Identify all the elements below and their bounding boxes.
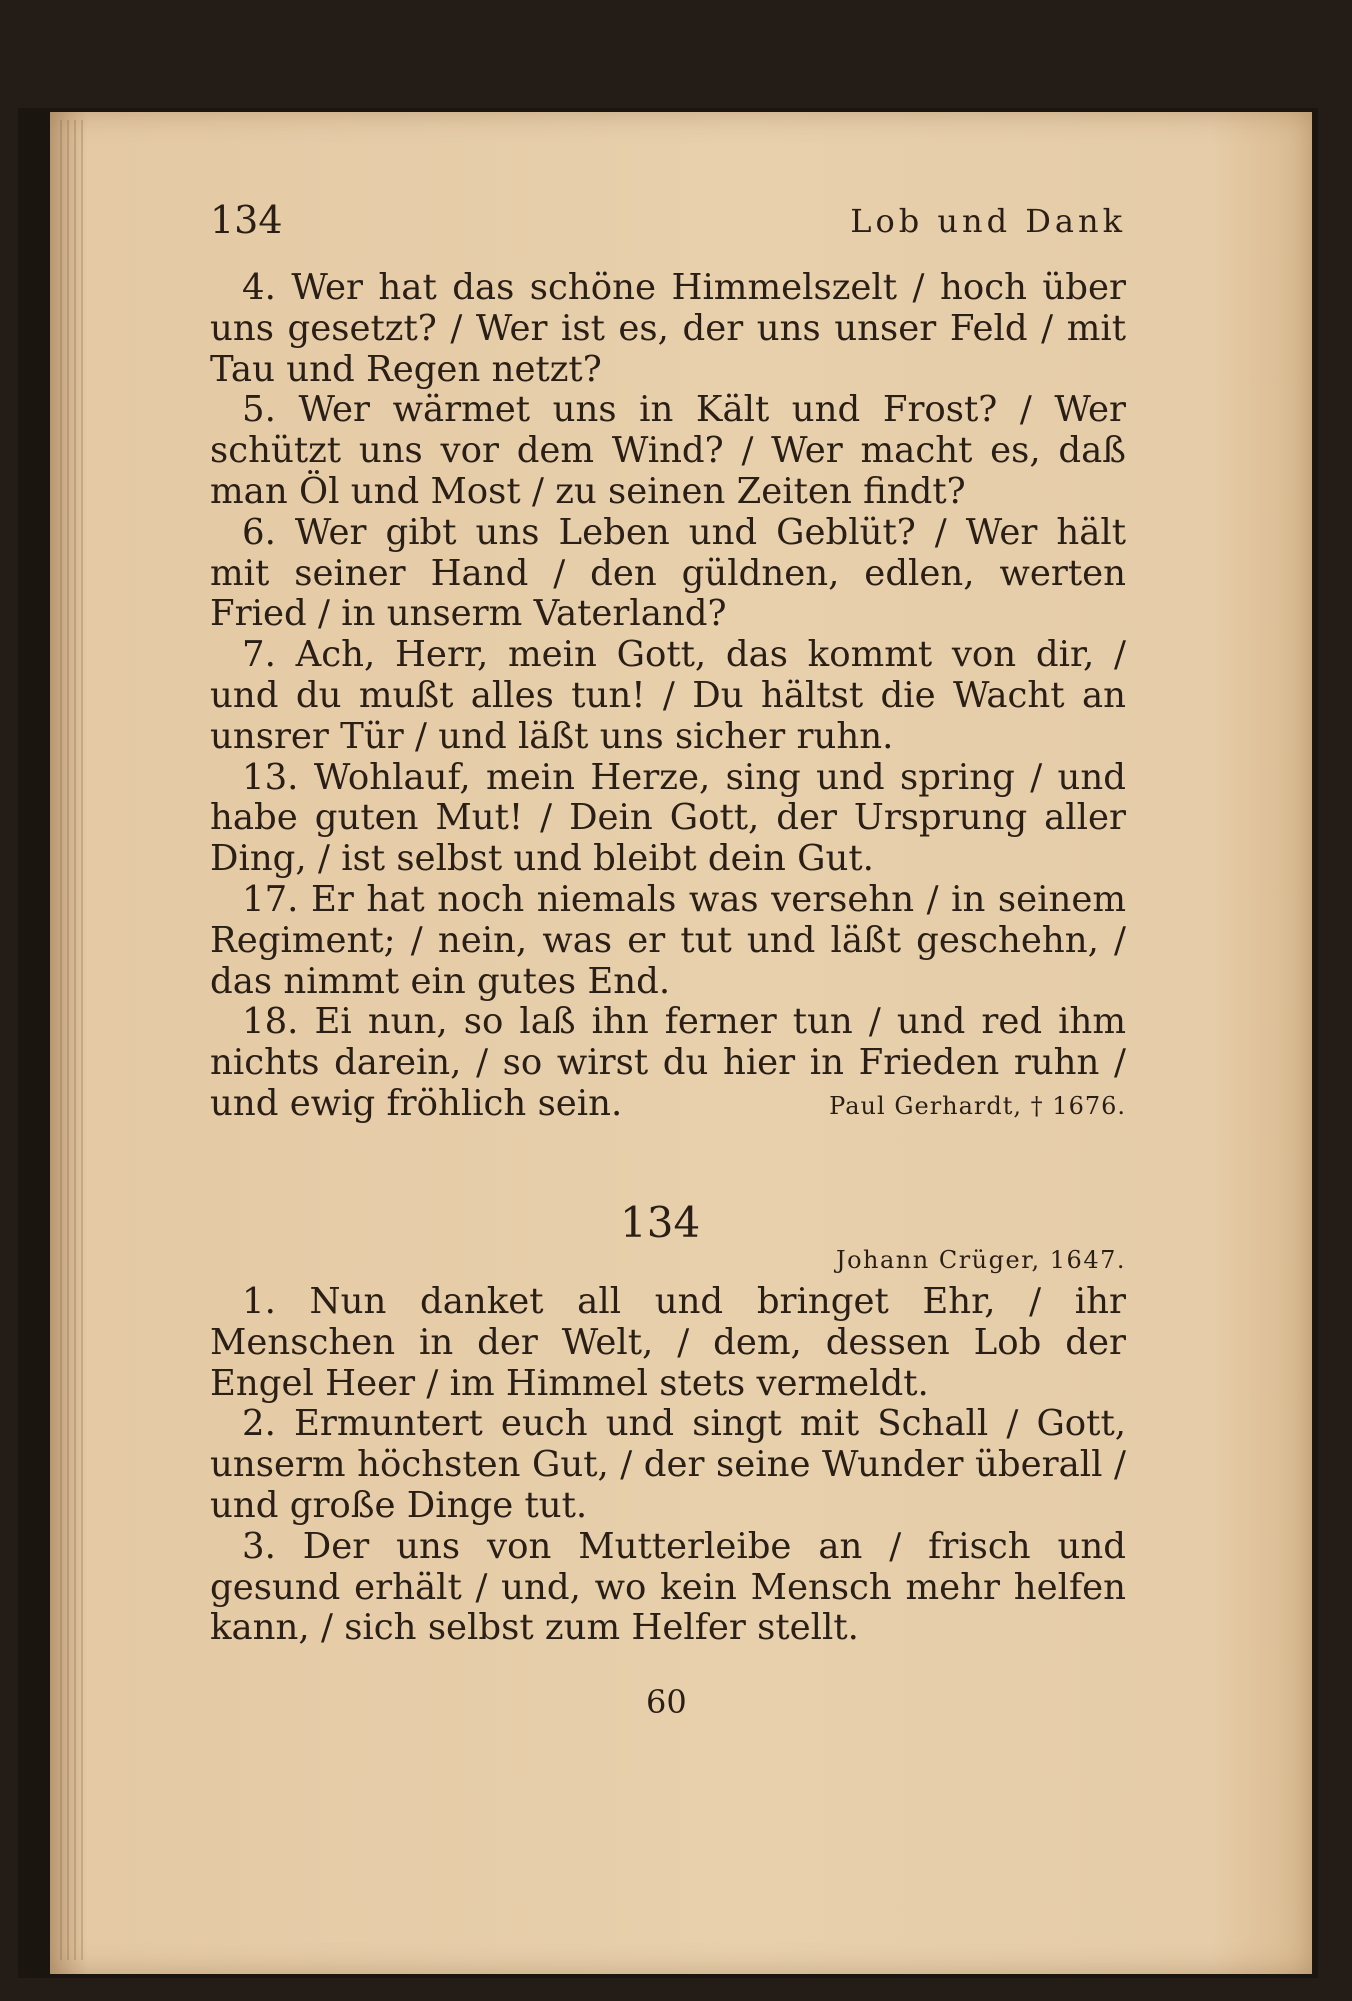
hymn-134-text (210, 1282, 1126, 1649)
hymn-133-text (210, 268, 1126, 1125)
verse-13: 13. Wohlauf, mein Herze, sing und spring / und habe guten Mut! / Dein Gott, der Ursprung aller Ding, / ist selbst und bleibt dein Gut. (210, 756, 1126, 880)
verse-2: 2. Ermuntert euch und singt mit Schall / Gott, unserm höchsten Gut, / der seine Wunder überall / und große Dinge tut. (210, 1403, 1126, 1526)
verse-5: 5. Wer wärmet uns in Kält und Frost? / Wer schützt uns vor dem Wind? / Wer macht es, daß man Öl und Most / zu seinen Zeiten findt? (210, 389, 1126, 512)
running-title: Lob und Dank (850, 202, 1126, 240)
verse-18: 18. Ei nun, so laß ihn ferner tun / und red ihm nichts darein, / so wirst du hier in Frieden ruhn / und ewig fröhlich sein. (210, 1001, 1126, 1124)
verse-4: 4. Wer hat das schöne Himmelszelt / hoch über uns gesetzt? / Wer ist es, der uns unser Feld / mit Tau und Regen netzt? (210, 267, 1126, 390)
page-header (210, 198, 1126, 248)
verse-17: 17. Er hat noch niemals was versehn / in seinem Regiment; / nein, was er tut und läßt geschehn, / das nimmt ein gutes End. (210, 878, 1126, 1002)
verse-3: 3. Der uns von Mutterleibe an / frisch und gesund erhält / und, wo kein Mensch mehr helfen kann, / sich selbst zum Helfer stellt. (210, 1525, 1126, 1649)
hymn-number: 134 (620, 1198, 701, 1247)
page-number: 134 (210, 198, 283, 242)
verse-6: 6. Wer gibt uns Leben und Geblüt? / Wer hält mit seiner Hand / den güldnen, edlen, werten Fried / in unserm Vaterland? (210, 511, 1126, 635)
author-credit: Paul Gerhardt, † 1676. (829, 1091, 1126, 1120)
composer-credit: Johann Crüger, 1647. (835, 1246, 1126, 1274)
verse-7: 7. Ach, Herr, mein Gott, das kommt von dir, / und du mußt alles tun! / Du hältst die Wacht an unsrer Tür / und läßt uns sicher ruhn. (210, 634, 1126, 757)
verse-1: 1. Nun danket all und bringet Ehr, / ihr Menschen in der Welt, / dem, dessen Lob der Engel Heer / im Himmel stets vermeldt. (210, 1281, 1126, 1404)
folio-number: 60 (646, 1683, 687, 1721)
page-stack-edges (60, 120, 88, 1960)
